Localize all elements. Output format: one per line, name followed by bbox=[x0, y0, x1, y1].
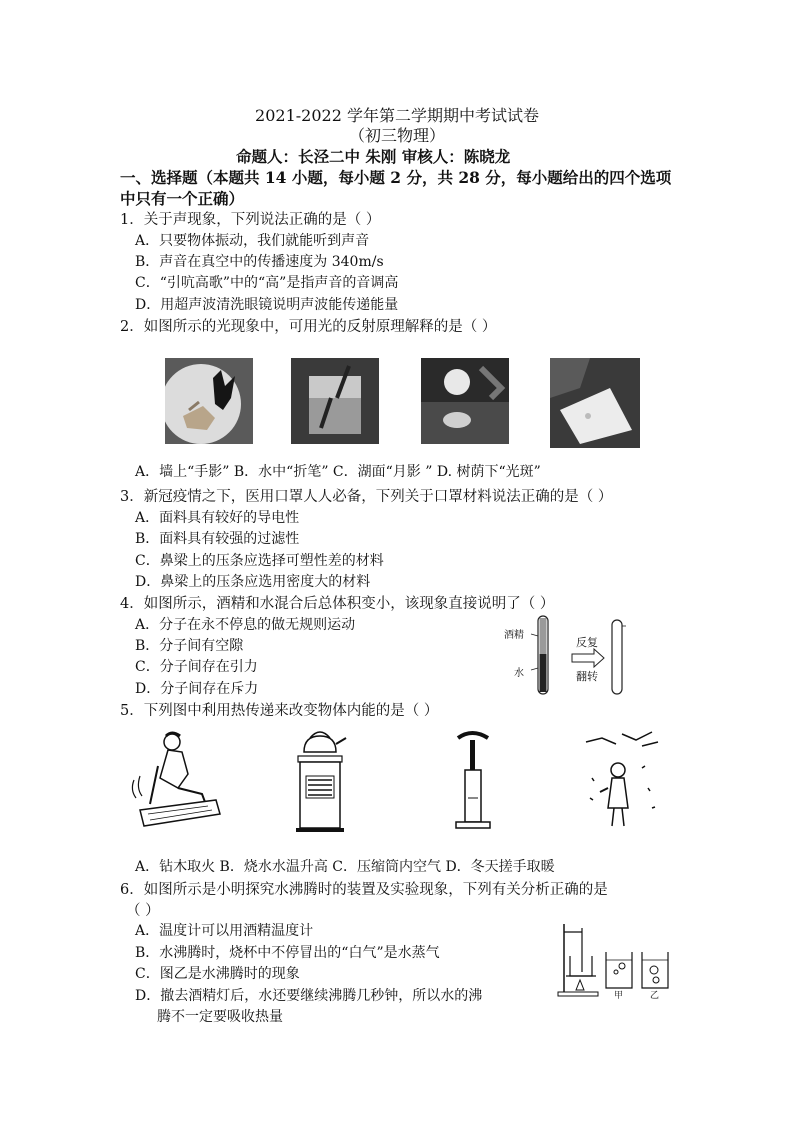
q6-option-d-line2: 腾不一定要吸收热量 bbox=[157, 1009, 283, 1025]
q3-option-c: C．鼻梁上的压条应选择可塑性差的材料 bbox=[135, 553, 384, 569]
q4-option-d: D．分子间存在斥力 bbox=[135, 681, 259, 697]
hand-shadow-photo bbox=[165, 358, 253, 444]
section-heading-line2: 中只有一个正确） bbox=[120, 189, 245, 208]
drilling-wood-figure bbox=[128, 730, 224, 835]
q3-option-a: A．面料具有较好的导电性 bbox=[135, 510, 300, 526]
bent-pencil-photo bbox=[291, 358, 379, 444]
section-heading-line1: 一、选择题（本题共 14 小题，每小题 2 分，共 28 分，每小题给出的四个选项 bbox=[120, 168, 672, 187]
fig-label-yi: 乙 bbox=[650, 991, 660, 1001]
q2-options: A．墙上“手影” B．水中“折笔” C．湖面“月影 ” D. 树荫下“光斑” bbox=[135, 464, 541, 480]
q6-option-d-line1: D．撤去酒精灯后，水还要继续沸腾几秒钟，所以水的沸 bbox=[135, 988, 483, 1004]
exam-subtitle: （初三物理） bbox=[348, 126, 445, 145]
q6-stem-line1: 6．如图所示是小明探究水沸腾时的装置及实验现象，下列有关分析正确的是 bbox=[120, 882, 608, 898]
q5-options: A．钻木取火 B．烧水水温升高 C．压缩筒内空气 D．冬天搓手取暖 bbox=[135, 859, 555, 875]
rubbing-hands-figure bbox=[582, 728, 666, 834]
tree-shade-spots-photo bbox=[550, 358, 640, 448]
q3-stem: 3．新冠疫情之下，医用口罩人人必备，下列关于口罩材料说法正确的是（ ） bbox=[120, 489, 613, 505]
q5-stem: 5．下列图中利用热传递来改变物体内能的是（ ） bbox=[120, 703, 439, 719]
q6-option-a: A．温度计可以用酒精温度计 bbox=[135, 923, 314, 939]
q6-stem-line2: （ ） bbox=[126, 903, 160, 919]
q4-stem: 4．如图所示，酒精和水混合后总体积变小，该现象直接说明了（ ） bbox=[120, 596, 555, 612]
fig-label-jia: 甲 bbox=[614, 991, 624, 1001]
kettle-stove-figure bbox=[288, 728, 352, 834]
alcohol-label: 酒精 bbox=[504, 630, 524, 641]
boiling-water-figure bbox=[556, 920, 686, 1000]
air-compression-figure bbox=[448, 728, 498, 834]
exam-title: 2021-2022 学年第二学期期中考试试卷 bbox=[255, 106, 539, 125]
alcohol-water-figure bbox=[500, 612, 635, 697]
q1-option-a: A．只要物体振动，我们就能听到声音 bbox=[135, 233, 370, 249]
q1-option-c: C．“引吭高歌”中的“高”是指声音的音调高 bbox=[135, 275, 399, 291]
q4-option-c: C．分子间存在引力 bbox=[135, 659, 258, 675]
q6-option-c: C．图乙是水沸腾时的现象 bbox=[135, 966, 300, 982]
water-label: 水 bbox=[514, 668, 524, 679]
q1-option-b: B．声音在真空中的传播速度为 340m/s bbox=[135, 254, 384, 270]
exam-authors: 命题人：长泾二中 朱刚 审核人：陈晓龙 bbox=[236, 147, 511, 166]
moon-reflection-photo bbox=[421, 358, 509, 444]
q3-option-d: D．鼻梁上的压条应选用密度大的材料 bbox=[135, 574, 371, 590]
arrow-label-bottom: 翻转 bbox=[576, 670, 598, 683]
q6-option-b: B．水沸腾时，烧杯中不停冒出的“白气”是水蒸气 bbox=[135, 945, 440, 961]
arrow-label-top: 反复 bbox=[576, 636, 598, 649]
q3-option-b: B．面料具有较强的过滤性 bbox=[135, 531, 300, 547]
q1-stem: 1．关于声现象，下列说法正确的是（ ） bbox=[120, 212, 381, 228]
q2-stem: 2．如图所示的光现象中，可用光的反射原理解释的是（ ） bbox=[120, 319, 497, 335]
q4-option-b: B．分子间有空隙 bbox=[135, 638, 244, 654]
q1-option-d: D．用超声波清洗眼镜说明声波能传递能量 bbox=[135, 297, 399, 313]
q4-option-a: A．分子在永不停息的做无规则运动 bbox=[135, 617, 356, 633]
